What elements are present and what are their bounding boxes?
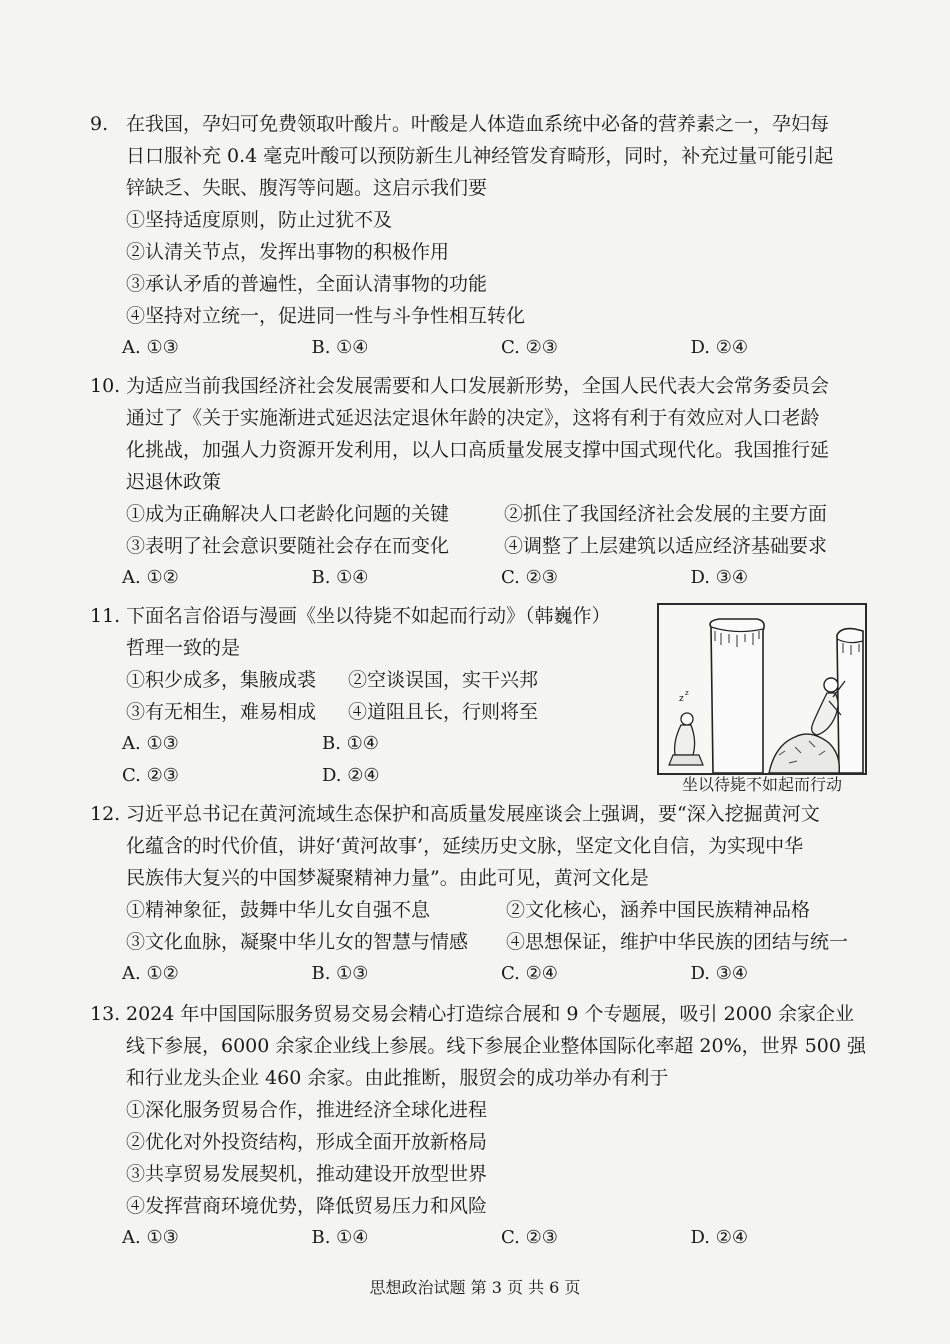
statement-option: ③共享贸易发展契机，推动建设开放型世界: [126, 1163, 488, 1185]
answer-choice-d[interactable]: D. ②④: [322, 765, 380, 786]
answer-choice-d[interactable]: D. ②④: [690, 337, 749, 358]
answer-choice-a[interactable]: A. ①③: [122, 733, 179, 754]
statement-option-row: [90, 696, 650, 728]
answer-choices: [90, 958, 880, 990]
answer-choice-c[interactable]: C. ②④: [501, 963, 558, 984]
question-stem-line: 10. 为适应当前我国经济社会发展需要和人口发展新形势，全国人民代表大会常务委员会: [90, 370, 880, 402]
question-11: [90, 600, 650, 792]
statement-option: ②优化对外投资结构，形成全面开放新格局: [126, 1131, 488, 1153]
statement-option: ①成为正确解决人口老龄化问题的关键: [126, 503, 450, 525]
statement-option-row: [90, 530, 880, 562]
question-number: 9.: [90, 113, 109, 135]
question-number: 13.: [90, 1003, 121, 1025]
question-number: 10.: [90, 375, 121, 397]
statement-option: ①深化服务贸易合作，推进经济全球化进程: [126, 1099, 488, 1121]
statement-option-row: [90, 926, 880, 958]
statement-option: ②空谈误国，实干兴邦: [348, 669, 539, 691]
answer-choice-b[interactable]: B. ①③: [311, 963, 369, 984]
answer-choice-d[interactable]: D. ③④: [690, 567, 749, 588]
question-12: [90, 798, 880, 990]
answer-choices: [90, 728, 650, 760]
statement-option: ①坚持适度原则，防止过犹不及: [126, 209, 393, 231]
question-stem-line: 和行业龙头企业 460 余家。由此推断，服贸会的成功举办有利于: [126, 1067, 669, 1089]
statement-option: ①积少成多，集腋成裘: [126, 669, 317, 691]
statement-option-row: [90, 664, 650, 696]
question-stem-line: 13. 2024 年中国国际服务贸易交易会精心打造综合展和 9 个专题展，吸引 2000 余家企业: [90, 998, 880, 1030]
question-stem-line: 民族伟大复兴的中国梦凝聚精神力量”。由此可见，黄河文化是: [126, 867, 649, 889]
comic-illustration: [657, 603, 867, 775]
question-stem-line: 日口服补充 0.4 毫克叶酸可以预防新生儿神经管发育畸形，同时，补充过量可能引起: [126, 145, 834, 167]
question-stem-line: 化挑战，加强人力资源开发利用，以人口高质量发展支撑中国式现代化。我国推行延: [126, 439, 830, 461]
question-stem-line: 12. 习近平总书记在黄河流域生态保护和高质量发展座谈会上强调，要“深入挖掘黄河文: [90, 798, 880, 830]
answer-choices: [90, 562, 880, 594]
svg-text:z: z: [685, 689, 689, 697]
answer-choice-c[interactable]: C. ②③: [501, 337, 558, 358]
answer-choice-a[interactable]: A. ①③: [122, 1227, 179, 1248]
statement-option: ③表明了社会意识要随社会存在而变化: [126, 535, 450, 557]
answer-choice-b[interactable]: B. ①④: [311, 337, 369, 358]
question-stem-line: 迟退休政策: [126, 471, 222, 493]
answer-choice-d[interactable]: D. ③④: [690, 963, 749, 984]
question-stem-line: 哲理一致的是: [126, 637, 241, 659]
question-stem-line: 线下参展，6000 余家企业线上参展。线下参展企业整体国际化率超 20%，世界 500 强: [126, 1035, 867, 1057]
statement-option: ④道阻且长，行则将至: [348, 701, 539, 723]
question-10: [90, 370, 880, 594]
answer-choices: [90, 760, 650, 792]
statement-option: ③承认矛盾的普遍性，全面认清事物的功能: [126, 273, 488, 295]
answer-choice-a[interactable]: A. ①②: [122, 567, 179, 588]
answer-choice-d[interactable]: D. ②④: [690, 1227, 749, 1248]
statement-option: ④坚持对立统一，促进同一性与斗争性相互转化: [126, 305, 526, 327]
answer-choice-b[interactable]: B. ①④: [311, 567, 369, 588]
statement-option: ④调整了上层建筑以适应经济基础要求: [504, 535, 828, 557]
answer-choice-b[interactable]: B. ①④: [322, 733, 379, 754]
question-stem-line: 化蕴含的时代价值，讲好‘黄河故事’，延续历史文脉，坚定文化自信，为实现中华: [126, 835, 804, 857]
statement-option: ②抓住了我国经济社会发展的主要方面: [504, 503, 828, 525]
statement-option: ②文化核心，涵养中国民族精神品格: [506, 899, 811, 921]
question-13: [90, 998, 880, 1254]
page-footer: 思想政治试题 第 3 页 共 6 页: [369, 1278, 581, 1297]
answer-choices: [90, 332, 880, 364]
question-stem-line: 通过了《关于实施渐进式延迟法定退休年龄的决定》，这将有利于有效应对人口老龄: [126, 407, 820, 429]
answer-choice-c[interactable]: C. ②③: [501, 1227, 558, 1248]
statement-option: ④思想保证，维护中华民族的团结与统一: [506, 931, 849, 953]
answer-choice-c[interactable]: C. ②③: [501, 567, 558, 588]
answer-choices: [90, 1222, 880, 1254]
question-stem-line: 11. 下面名言俗语与漫画《坐以待毙不如起而行动》（韩巍作）: [90, 600, 650, 632]
answer-choice-a[interactable]: A. ①③: [122, 337, 179, 358]
answer-choice-b[interactable]: B. ①④: [311, 1227, 369, 1248]
question-number: 11.: [90, 605, 121, 627]
question-9: [90, 108, 880, 364]
question-stem-line: 锌缺乏、失眠、腹泻等问题。这启示我们要: [126, 177, 488, 199]
svg-text:z: z: [679, 694, 684, 704]
statement-option: ③有无相生，难易相成: [126, 701, 317, 723]
statement-option: ③文化血脉，凝聚中华儿女的智慧与情感: [126, 931, 469, 953]
answer-choice-a[interactable]: A. ①②: [122, 963, 179, 984]
comic-drawing: [659, 605, 865, 773]
statement-option: ④发挥营商环境优势，降低贸易压力和风险: [126, 1195, 488, 1217]
question-stem-line: 9. 在我国，孕妇可免费领取叶酸片。叶酸是人体造血系统中必备的营养素之一，孕妇每: [90, 108, 880, 140]
statement-option-row: [90, 894, 880, 926]
statement-option-row: [90, 498, 880, 530]
answer-choice-c[interactable]: C. ②③: [122, 765, 179, 786]
statement-option: ②认清关节点，发挥出事物的积极作用: [126, 241, 450, 263]
comic-caption: 坐以待毙不如起而行动: [681, 775, 842, 794]
statement-option: ①精神象征，鼓舞中华儿女自强不息: [126, 899, 431, 921]
question-number: 12.: [90, 803, 121, 825]
